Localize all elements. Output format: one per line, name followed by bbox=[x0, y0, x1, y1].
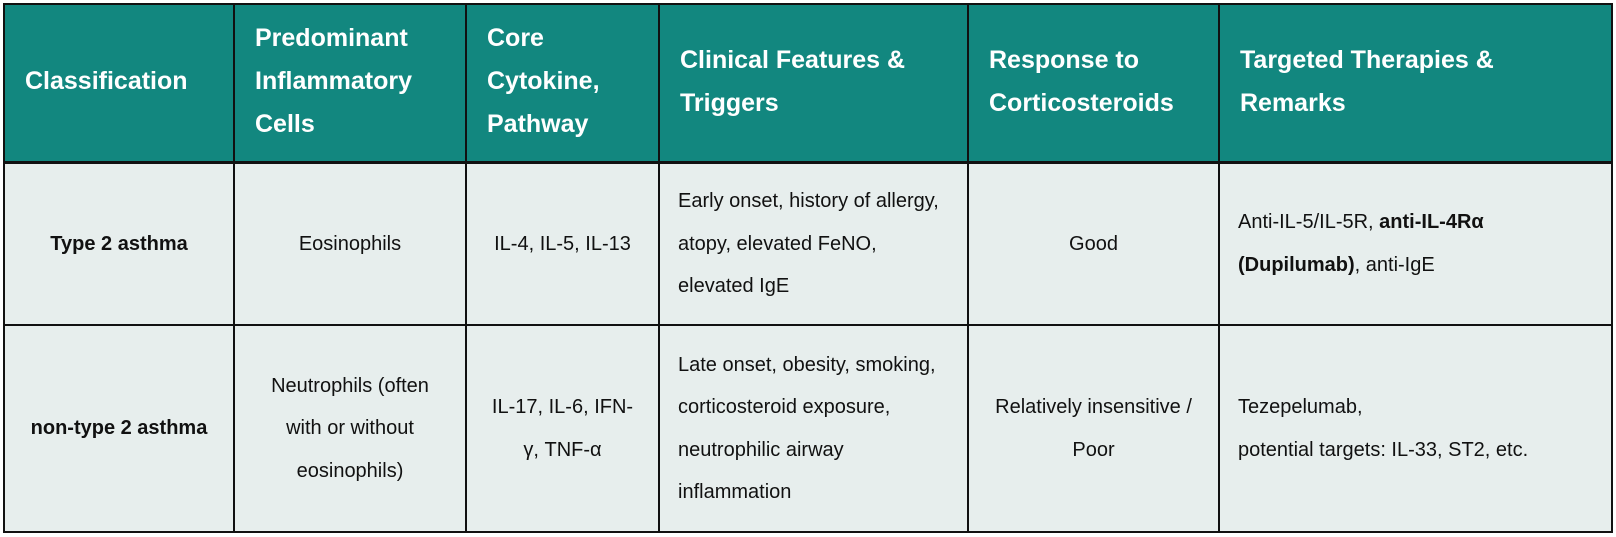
inflammatory-cells-cell: Neutrophils (often with or without eosinophils) bbox=[234, 325, 466, 532]
cytokine-cell: IL-4, IL-5, IL-13 bbox=[466, 162, 659, 325]
therapy-text: Anti-IL-5/IL-5R, bbox=[1238, 211, 1380, 234]
table-row bbox=[4, 162, 1612, 325]
clinical-features-cell: Late onset, obesity, smoking, corticosteroid exposure, neutrophilic airway inflammation bbox=[659, 325, 968, 532]
header-targeted-therapies: Targeted Therapies & Remarks bbox=[1219, 4, 1612, 162]
clinical-features-cell: Early onset, history of allergy, atopy, elevated FeNO, elevated IgE bbox=[659, 162, 968, 325]
corticosteroid-response-cell: Relatively insensitive / Poor bbox=[968, 325, 1219, 532]
asthma-classification-table bbox=[3, 3, 1613, 533]
classification-cell: non-type 2 asthma bbox=[4, 325, 234, 532]
targeted-therapies-cell bbox=[1219, 325, 1612, 532]
table-header-row bbox=[4, 4, 1612, 162]
header-clinical-features: Clinical Features & Triggers bbox=[659, 4, 968, 162]
corticosteroid-response-cell: Good bbox=[968, 162, 1219, 325]
therapy-text: potential targets: IL-33, ST2, etc. bbox=[1238, 438, 1529, 461]
table-row bbox=[4, 325, 1612, 532]
inflammatory-cells-cell: Eosinophils bbox=[234, 162, 466, 325]
header-corticosteroid-response: Response to Corticosteroids bbox=[968, 4, 1219, 162]
therapy-text: , anti-IgE bbox=[1354, 253, 1435, 276]
header-inflammatory-cells: Predominant Inflammatory Cells bbox=[234, 4, 466, 162]
header-classification: Classification bbox=[4, 4, 234, 162]
therapy-highlight: anti-IL-4Rα (Dupilumab) bbox=[1238, 211, 1484, 276]
targeted-therapies-cell bbox=[1219, 162, 1612, 325]
therapy-text: Tezepelumab, bbox=[1238, 396, 1363, 419]
cytokine-cell: IL-17, IL-6, IFN-γ, TNF-α bbox=[466, 325, 659, 532]
header-core-cytokine: Core Cytokine, Pathway bbox=[466, 4, 659, 162]
classification-cell: Type 2 asthma bbox=[4, 162, 234, 325]
